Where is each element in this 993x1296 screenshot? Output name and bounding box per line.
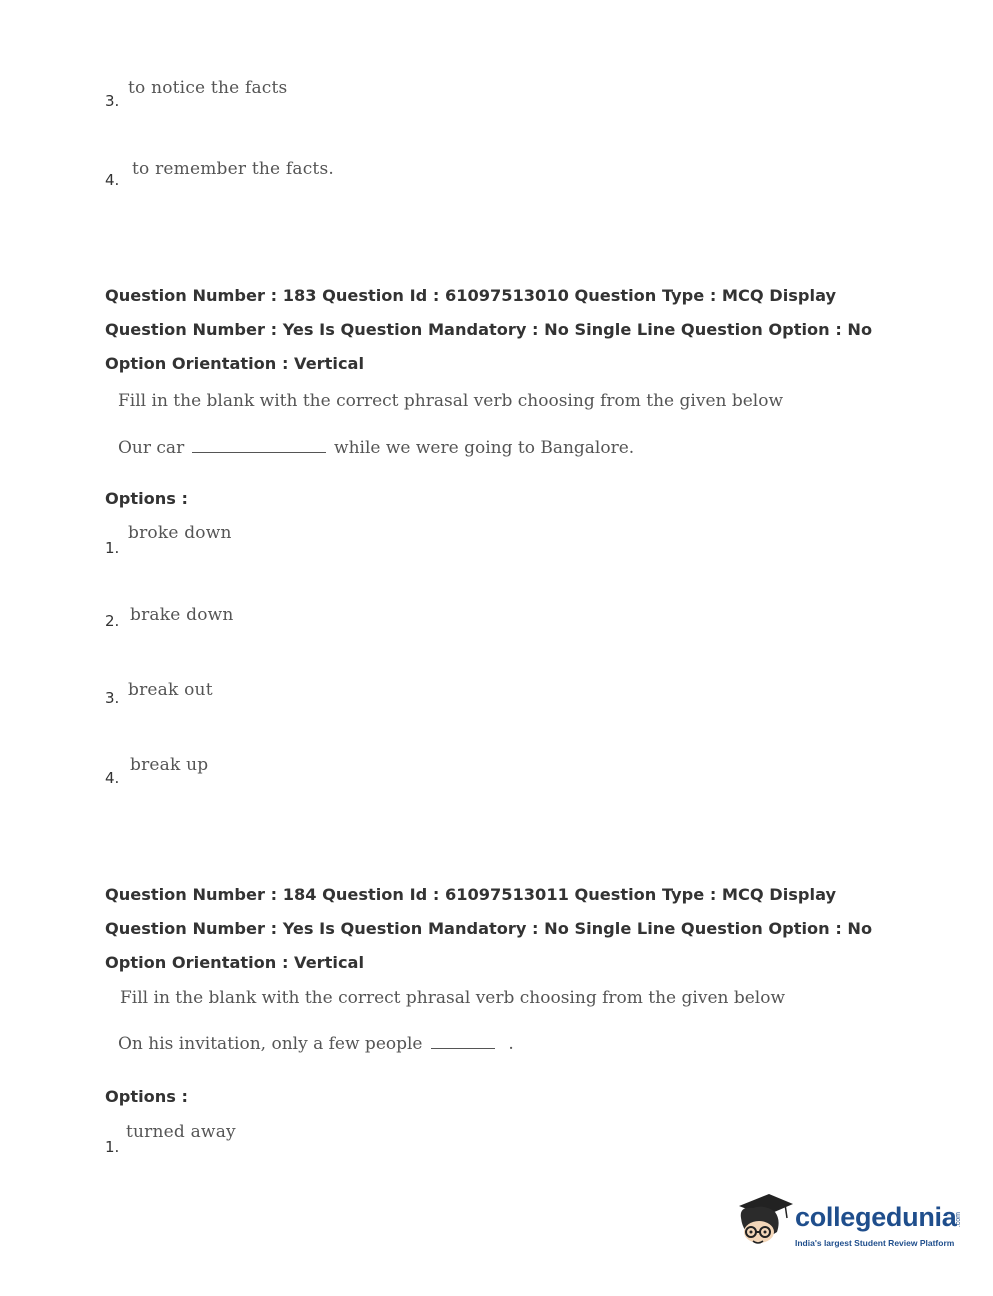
question-184-meta: Question Number : 184 Question Id : 61097513011 Question Type : MCQ Display Question Number : Yes Is Question Mandatory : No Single Line Question Option : No Option Orientation : Vertical: [105, 885, 873, 972]
option-text: to remember the facts.: [132, 159, 334, 179]
sentence-end: while we were going to Bangalore.: [334, 438, 635, 458]
collegedunia-logo: [735, 1188, 965, 1260]
options-label: Options :: [105, 1087, 189, 1106]
question-183-sentence: [118, 438, 634, 458]
question-183-meta: Question Number : 183 Question Id : 61097513010 Question Type : MCQ Display Question Number : Yes Is Question Mandatory : No Single Line Question Option : No Option Orientation : Vertical: [105, 286, 873, 373]
sentence-end: .: [508, 1034, 514, 1054]
sentence-start: Our car: [118, 438, 185, 458]
option-text: broke down: [128, 523, 232, 543]
option-number: 2.: [105, 612, 120, 630]
option-number: 4.: [105, 769, 120, 787]
option-text: to notice the facts: [128, 78, 288, 98]
option-number: 1.: [105, 1138, 120, 1156]
options-label: Options :: [105, 489, 189, 508]
mascot-icon: [735, 1188, 795, 1260]
option-text: brake down: [130, 605, 234, 625]
option-number: 1.: [105, 539, 120, 557]
option-number: 3.: [105, 689, 120, 707]
logo-tagline: India's largest Student Review Platform: [795, 1238, 955, 1248]
fill-blank: [192, 438, 326, 453]
option-text: turned away: [126, 1122, 236, 1142]
question-183-instruction: Fill in the blank with the correct phrasal verb choosing from the given below: [118, 391, 784, 411]
question-184-sentence: [118, 1034, 514, 1054]
question-184-instruction: Fill in the blank with the correct phrasal verb choosing from the given below: [120, 988, 786, 1008]
fill-blank: [431, 1034, 495, 1049]
option-number: 4.: [105, 171, 120, 189]
logo-suffix: .com: [955, 1212, 962, 1228]
option-number: 3.: [105, 92, 120, 110]
sentence-start: On his invitation, only a few people: [118, 1034, 423, 1054]
option-text: break up: [130, 755, 209, 775]
logo-wordmark: collegedunia: [795, 1202, 957, 1232]
option-text: break out: [128, 680, 213, 700]
